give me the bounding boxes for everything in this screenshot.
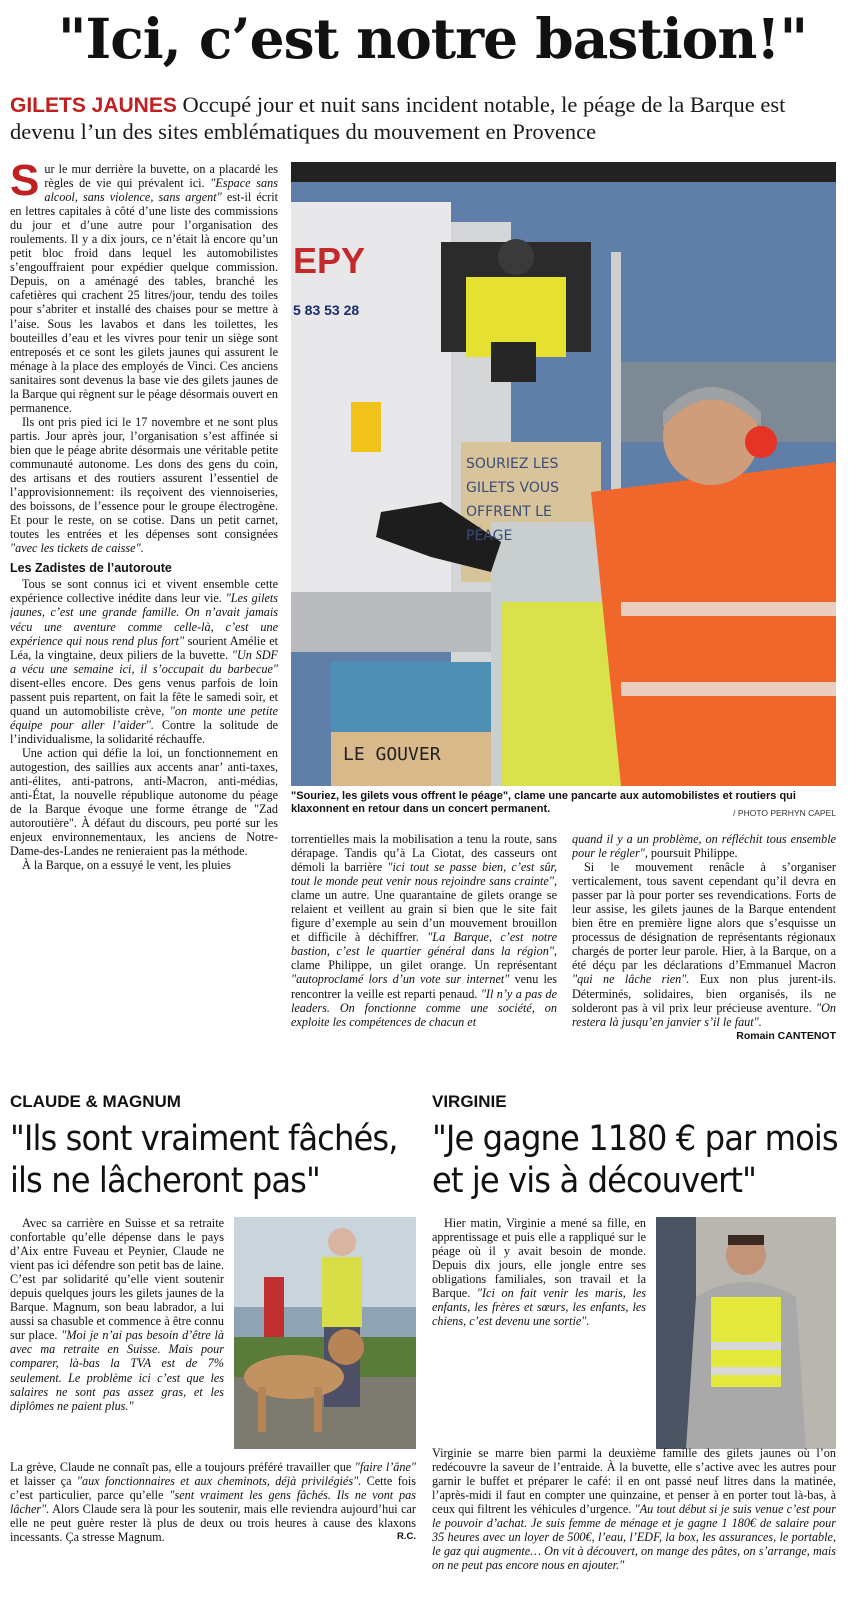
claude-p1: Avec sa carrière en Suisse et sa retraite confortable qu’elle dépense dans le pays d’Aix entre Fuveau et Peynier, Claude ne vient pas ici défendre son petit bas de laine. C’est par solidarité qu’elle vient soutenir depuis quelques jours les gilets jaunes de la Barque. Magnum, son beau labrador, a lui aussi sa chasuble et commence à être connu sur place. (10, 1216, 224, 1343)
deck-kicker: GILETS JAUNES (10, 94, 177, 117)
claude-p1-mid2: et laisser ça (10, 1474, 77, 1489)
virginie-text-narrow (432, 1216, 646, 1442)
claude-title-line1: "Ils sont vraiment fâchés, (10, 1119, 398, 1159)
subhead: Les Zadistes de l’autoroute (10, 561, 172, 576)
virginie-p1: Hier matin, Virginie a mené sa fille, en apprentissage et puis elle a rappliqué sur le péage où il y avait besoin de monde. Depuis dix jours, elle jongle entre ses obligations familiales, son travail et la Barque. (432, 1216, 646, 1301)
claude-p1-quote3: "aux fonctionnaires et aux cheminots, déjà privilégiés". (76, 1474, 362, 1489)
virginie-kicker: VIRGINIE (432, 1092, 507, 1111)
c2-mid: clame un autre. Une quarantaine de gilets orange se relaient et veillent au grain si bien que le site fait figure d’exemple au sein d’un mouvement brouillon et difficile à déchiffrer. (291, 888, 557, 945)
p5: À la Barque, on a essuyé le vent, les pluies (22, 858, 231, 873)
virginie-p1-quote2: "Au tout début si je suis venue c’est pour le pouvoir d’achat. Je suis femme de ménage et je gagne 1 180€ de salaire pour 35 heures avec un loyer de 500€, l’eau, l’EDF, la box, les assurances, le portable, le gaz qui augmente… On vit à découvert, on mange des pâtes, on s’arrange, mais on ne peut pas encore nous en ajouter." (432, 1502, 836, 1573)
p1-quote: "Espace sans alcool, sans violence, sans argent" (44, 176, 278, 205)
virginie-title-line1: "Je gagne 1180 € par mois (432, 1119, 838, 1159)
truck-phone: 5 83 53 28 (293, 302, 360, 318)
c2-quote: "ici tout se passe bien, c’est sûr, tout le monde peut venir nous rejoindre sans crainte", (291, 860, 557, 889)
virginie-p1-quote: "Ici on fait venir les maris, les enfants, les frères et sœurs, les enfants, les chiens, c’est devenu une sortie". (432, 1286, 646, 1329)
box-text: LE GOUVER (343, 744, 441, 765)
claude-p1-quote4: "sent vraiment les gens fâchés. Ils ne vont pas lâcher". (10, 1488, 416, 1517)
p3-end: Contre la solitude de l’individualisme, la solidarité réchauffe. (10, 717, 278, 746)
c3-mid2: Eux non plus jurent-ils. Déterminés, solidaires, bien organisés, ils ne solderont pas à vil prix leur précieuse aventure. (572, 972, 836, 1015)
p1-rest: est-il écrit en lettres capitales à côté d’une liste des commissions du jour et d’une autre pour l’organisation des roulements. Il y a dix jours, ce n’était là encore qu’un petit bloc froid dans lequel les automobilistes s’engouffraient pour expédier quelque commission. Depuis, on a aménagé des tables, branché les cafetières qui crachent 25 litres/jour, tendu des toiles pour s’abriter et installé des chaises pour se mettre à l’aise. Sous les lavabos et dans les toilettes, les bouteilles d’eau et les vivres pour tenir un siège sont entreposés et ce sont les gilets jaunes qui assurent le ménage à la place des employés de Vinci. Ces anciens sanitaires sont devenus la base vie des gilets jaunes de la Barque qui règnent sur le péage désormais ouvert en permanence. (10, 190, 278, 415)
deck-text: Occupé jour et nuit sans incident notable, le péage de la Barque est devenu l’un des sites emblématiques du mouvement en Provence (10, 92, 786, 144)
virginie-photo (656, 1217, 836, 1449)
c2-mid3: venu les rencontrer la veille est reparti penaud. (291, 972, 557, 1001)
virginie-photo-illustration (656, 1217, 836, 1449)
main-column-3 (572, 832, 836, 1082)
p2: Ils ont pris pied ici le 17 novembre et ne sont plus partis. Jour après jour, l’organisation s’est affinée si bien que le péage abrite désormais une véritable petite communauté autonome. Les dons des gens du coin, des artisans et des routiers assurent l’essentiel de l’approvisionnement: ils reçoivent des viennoiseries, des boissons, de l’essence pour le groupe électrogène. Et pour le reste, on se cotise. Dans un petit carnet, toutes les entrées et les dépenses sont consignées (10, 414, 278, 542)
p3-quote: "Les gilets jaunes, c’est une grande famille. On n’avait jamais vécu une aventure comme celle-là, c’est une expérience qui nous rend plus fort" (10, 591, 278, 648)
c2-mid2: clame Philippe, un gilet orange. Un représentant (291, 958, 557, 973)
claude-photo-illustration (234, 1217, 416, 1449)
claude-p1-mid3: Cette fois c’est particulier, parce qu’elle (10, 1474, 416, 1503)
claude-kicker: CLAUDE & MAGNUM (10, 1092, 181, 1111)
p2-quote: "avec les tickets de caisse". (10, 541, 144, 556)
c2-quote2: "La Barque, c’est notre bastion, c’est le quartier général dans la région", (291, 930, 557, 959)
main-signature: Romain CANTENOT (736, 1029, 836, 1042)
claude-signature: R.C. (397, 1531, 416, 1543)
p3-quote2: "Un SDF a vécu une semaine ici, il s’occupait du barbecue" (10, 647, 278, 676)
c3-mid: poursuit Philippe. (647, 846, 738, 861)
main-photo-credit: / PHOTO PERHYN CAPEL (733, 808, 836, 818)
c3-quote2: "qui ne lâche rien". (572, 972, 690, 987)
claude-p1-quote: "Moi je n’ai pas besoin d’être là avec ma retraite en Suisse. Mais pour comparer, là-bas la TVA est de 7% seulement. Le problème ici c’est que les salaires ne sont pas assez gras, et les diplômes ne paient plus." (10, 1328, 224, 1413)
p4: Une action qui défie la loi, un fonctionnement en autogestion, des saillies aux accents anar’ anti-taxes, anti-élites, anti-patrons, anti-Macron, anti-médias, anti-État, la nouvelle république autonome du péage de la Barque évoque une forme étrange de "Zad autoroutière". À défaut du discours, peu porté sur les enjeux environnementaux, les anciens de Notre-Dame-des-Landes ne renieraient pas la méthode. (10, 745, 278, 859)
c2-quote3: "autoproclamé lors d’un vote sur internet" (291, 972, 510, 987)
claude-p1-quote2: "faire l’âne" (354, 1460, 416, 1474)
virginie-title-line2: et je vis à découvert" (432, 1161, 757, 1201)
c3-p2: Si le mouvement renâcle à s’organiser verticalement, tous savent cependant qu’il devra en passer par là pour porter ses revendications. Forts de leur assise, les gilets jaunes de la Barque entendent bien être en première ligne alors que s’esquisse un processus de désignation de représentants régionaux chargés de porter leur parole. Hier, à la Barque, on a été déçu par les déclarations d’Emmanuel Macron (572, 860, 836, 973)
claude-photo (234, 1217, 416, 1449)
claude-p1-mid: La grève, Claude ne connaît pas, elle a toujours préféré travailler que (10, 1460, 355, 1474)
p1-start: ur le mur derrière la buvette, on a placardé les règles de vie qui prévalent ici. (44, 162, 278, 191)
c2-start: torrentielles mais la mobilisation a tenu la route, sans dérapage. Tandis qu’à La Ciotat, des casseurs ont démoli la barrière (291, 832, 557, 875)
p3-mid: sourient Amélie et Léa, la vingtaine, deux piliers de la buvette. (10, 633, 278, 662)
drop-cap: S (10, 162, 40, 205)
c3-quote: quand il y a un problème, on réfléchit tous ensemble pour le régler", (572, 832, 836, 861)
p3-start: Tous se sont connus ici et vivent ensemble cette expérience collective inédite dans leur vie. (10, 577, 278, 606)
claude-p1-end: Alors Claude sera là pour les soutenir, mais elle reviendra aujourd’hui car elle ne peut guère rester là plus de deux ou trois heures à cause des klaxons incessants. Ça stresse Magnum. (10, 1502, 416, 1545)
sign-text: SOURIEZ LES GILETS VOUS OFFRENT LE PÉAGE (466, 456, 559, 544)
p3-quote3: "on monte une petite équipe pour aller l’aider". (10, 703, 278, 732)
main-photo (291, 162, 836, 786)
main-column-2 (291, 832, 557, 1082)
truck-text: EPY (293, 240, 366, 281)
main-photo-caption: "Souriez, les gilets vous offrent le péage", clame une pancarte aux automobilistes et routiers qui klaxonnent en retour dans un concert permanent. (291, 790, 796, 815)
deck (10, 92, 855, 145)
main-column-1 (10, 162, 278, 1080)
headline: "Ici, c’est notre bastion!" (57, 6, 808, 71)
c2-quote4: "Il n’y a pas de leaders. On fonctionne comme une société, on exploite les compétences de chacun et (291, 986, 557, 1029)
claude-text-wide (10, 1460, 416, 1598)
virginie-text-wide (432, 1446, 836, 1600)
virginie-p1-mid: Virginie se marre bien parmi la deuxième famille des gilets jaunes où l’on redécouvre la saveur de l’entraide. À la buvette, elle s’active avec les autres pour garnir le buffet et préparer le café: il en ont passé neuf litres dans la matinée, l’après-midi il faut en compter une quinzaine, et penser à en porter tout là-bas, à ceux qui filtrent les véhicules d’urgence. (432, 1446, 836, 1517)
claude-title-line2: ils ne lâcheront pas" (10, 1161, 320, 1201)
c3-quote3: "On restera là jusqu’en janvier s’il le faut". (572, 1000, 836, 1029)
p3-rest: disent-elles encore. Des gens venus parfois de loin passent puis repartent, on fait la fête le samedi soir, et quand un automobiliste crève, (10, 675, 278, 718)
claude-text-narrow (10, 1216, 224, 1470)
